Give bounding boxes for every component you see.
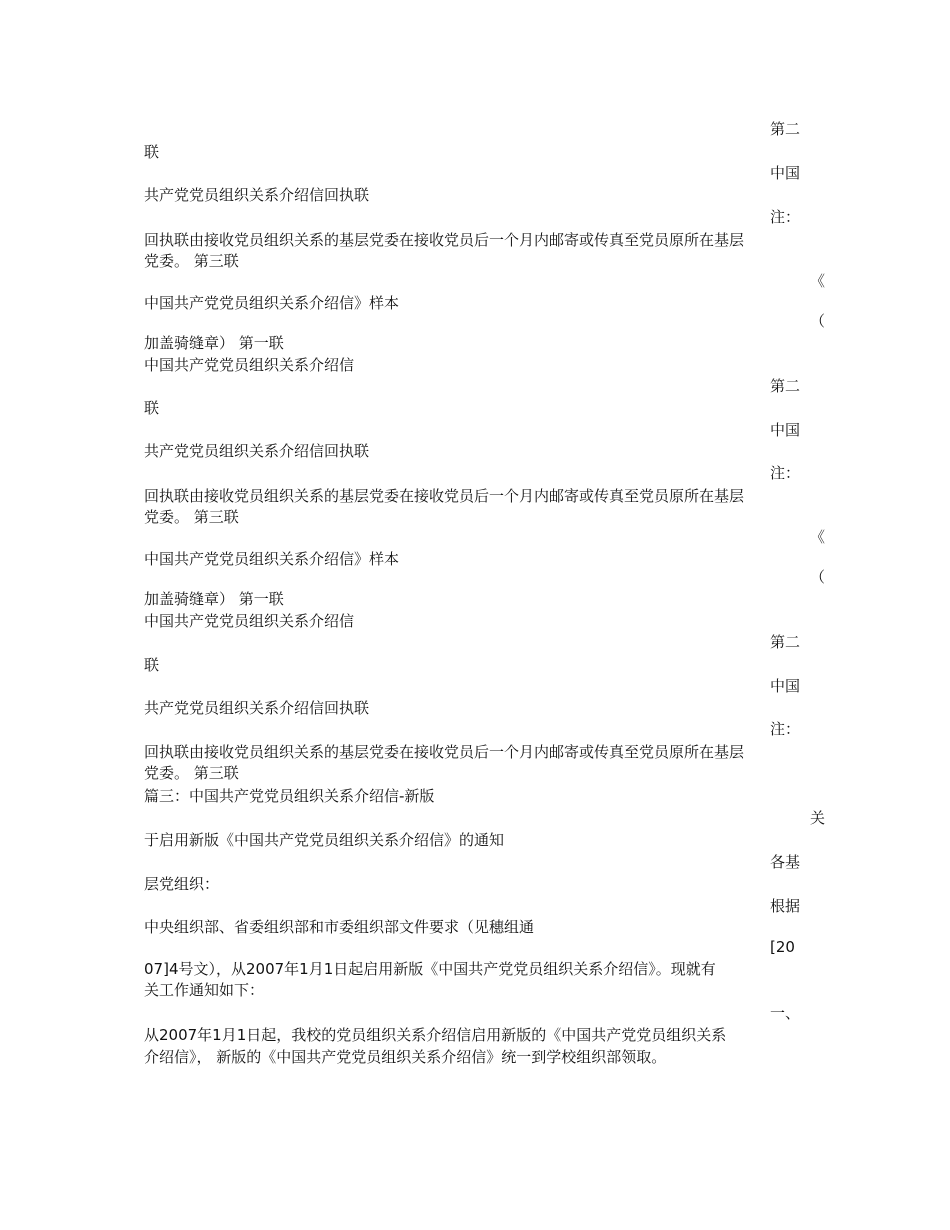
text-line: 《 bbox=[810, 528, 826, 546]
text-line: （ bbox=[810, 312, 826, 330]
text-line: 第二 bbox=[770, 120, 801, 138]
text-line: 第二 bbox=[770, 633, 801, 651]
text-line: [20 bbox=[770, 938, 795, 956]
text-line: 注： bbox=[770, 720, 801, 738]
text-line: 加盖骑缝章） 第一联 bbox=[144, 590, 284, 608]
text-line: 加盖骑缝章） 第一联 bbox=[144, 334, 284, 352]
text-line: 中央组织部、省委组织部和市委组织部文件要求（见穗组通 bbox=[144, 918, 535, 936]
text-line: 07]4号文），从2007年1月1日起启用新版《中国共产党党员组织关系介绍信》。现就有 bbox=[144, 960, 716, 978]
text-line: （ bbox=[810, 568, 826, 586]
text-line: 共产党党员组织关系介绍信回执联 bbox=[144, 186, 370, 204]
text-line: 联 bbox=[144, 656, 160, 674]
text-line: 共产党党员组织关系介绍信回执联 bbox=[144, 699, 370, 717]
text-line: 中国共产党党员组织关系介绍信》样本 bbox=[144, 294, 400, 312]
text-line: 各基 bbox=[770, 853, 801, 871]
text-line: 中国共产党党员组织关系介绍信 bbox=[144, 612, 355, 630]
text-line: 党委。 第三联 bbox=[144, 252, 239, 270]
text-line: 关 bbox=[810, 809, 826, 827]
text-line: 从2007年1月1日起，我校的党员组织关系介绍信启用新版的《中国共产党党员组织关系 bbox=[144, 1026, 727, 1044]
text-line: 层党组织： bbox=[144, 875, 220, 893]
text-line: 介绍信》， 新版的《中国共产党党员组织关系介绍信》统一到学校组织部领取。 bbox=[144, 1048, 667, 1066]
section-heading: 篇三：中国共产党党员组织关系介绍信-新版 bbox=[144, 787, 435, 805]
notice-title: 于启用新版《中国共产党党员组织关系介绍信》的通知 bbox=[144, 831, 505, 849]
text-line: 党委。 第三联 bbox=[144, 764, 239, 782]
text-line: 中国共产党党员组织关系介绍信 bbox=[144, 356, 355, 374]
text-line: 联 bbox=[144, 399, 160, 417]
text-line: 党委。 第三联 bbox=[144, 508, 239, 526]
text-line: 《 bbox=[810, 272, 826, 290]
text-line: 注： bbox=[770, 464, 801, 482]
text-line: 中国 bbox=[770, 677, 801, 695]
text-line: 共产党党员组织关系介绍信回执联 bbox=[144, 442, 370, 460]
text-line: 回执联由接收党员组织关系的基层党委在接收党员后一个月内邮寄或传真至党员原所在基层 bbox=[144, 743, 745, 761]
text-line: 注： bbox=[770, 208, 801, 226]
text-line: 中国 bbox=[770, 164, 801, 182]
text-line: 回执联由接收党员组织关系的基层党委在接收党员后一个月内邮寄或传真至党员原所在基层 bbox=[144, 487, 745, 505]
text-line: 一、 bbox=[770, 1004, 801, 1022]
text-line: 第二 bbox=[770, 377, 801, 395]
text-line: 联 bbox=[144, 143, 160, 161]
text-line: 回执联由接收党员组织关系的基层党委在接收党员后一个月内邮寄或传真至党员原所在基层 bbox=[144, 231, 745, 249]
text-line: 关工作通知如下： bbox=[144, 981, 265, 999]
text-line: 中国 bbox=[770, 421, 801, 439]
text-line: 根据 bbox=[770, 897, 801, 915]
text-line: 中国共产党党员组织关系介绍信》样本 bbox=[144, 550, 400, 568]
